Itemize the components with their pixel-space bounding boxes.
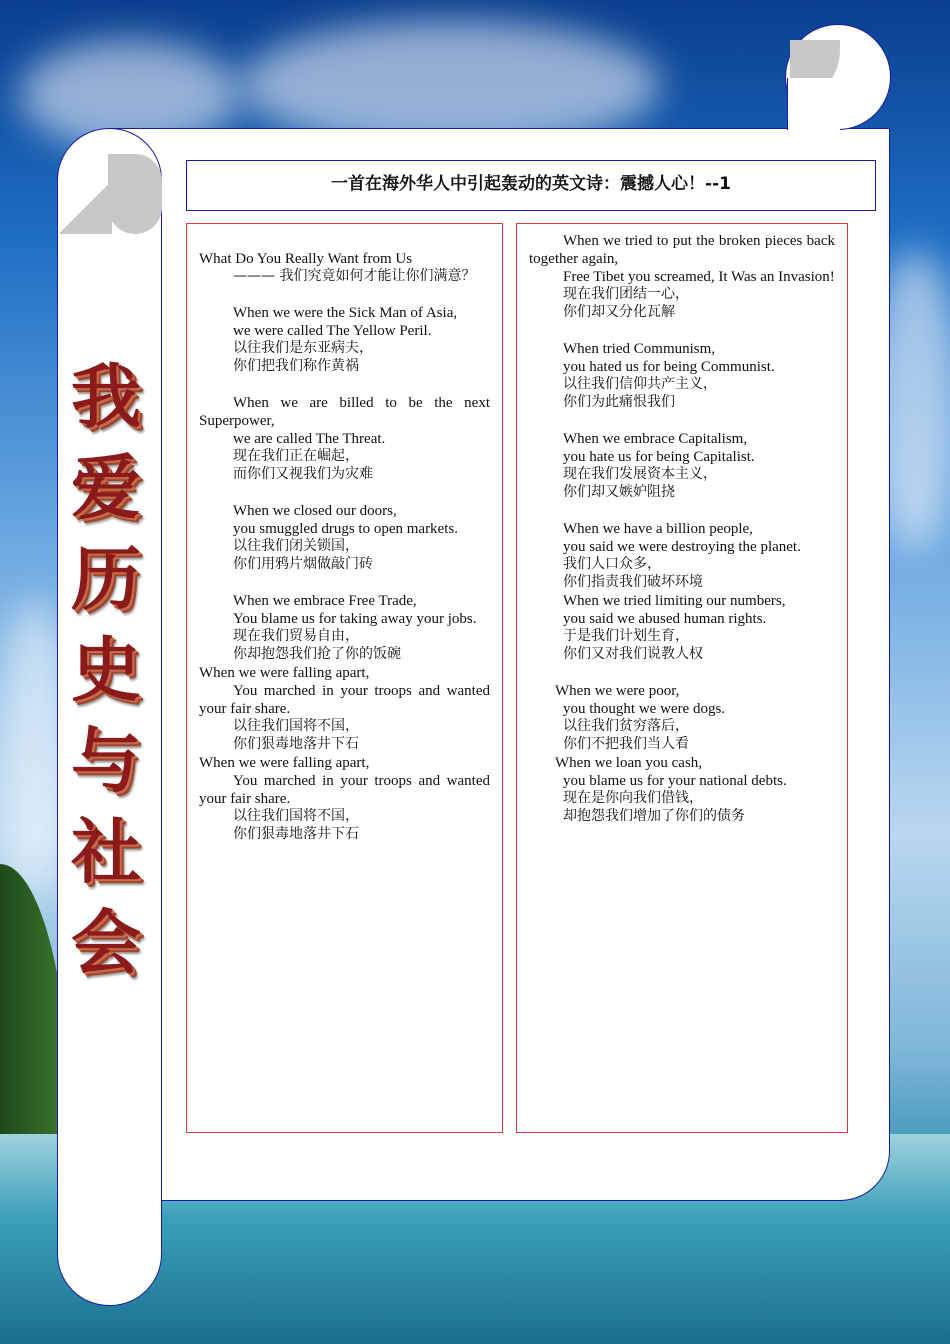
poem-line: When we are billed to be the next Superpower,	[199, 395, 490, 429]
scroll-left-fold	[60, 180, 112, 234]
poem-line: Free Tibet you screamed, It Was an Invasion!	[563, 269, 835, 285]
poem-line: 你们用鸦片烟做敲门砖	[233, 556, 373, 572]
poem-line: you hate us for being Capitalist.	[563, 449, 755, 465]
stanza-gap	[199, 574, 490, 592]
side-title-char: 与	[71, 720, 141, 802]
poem-line: you thought we were dogs.	[563, 701, 726, 717]
poem-line: you smuggled drugs to open markets.	[233, 521, 458, 537]
stanza-gap	[529, 322, 835, 340]
poem-line: 你们狠毒地落井下石	[233, 826, 359, 842]
poem-line: 现在我们贸易自由，	[233, 628, 359, 644]
poem-line: you said we were destroying the planet.	[563, 539, 801, 555]
poem-line: we are called The Threat.	[233, 431, 386, 447]
poem-line: When we have a billion people,	[563, 521, 753, 537]
poem-line: 现在我们发展资本主义，	[563, 466, 717, 482]
poem-line: 而你们又视我们为灾难	[233, 466, 373, 482]
stanza-gap	[529, 502, 835, 520]
side-title-char: 我	[71, 356, 141, 438]
poem-line: You blame us for taking away your jobs.	[233, 611, 477, 627]
poem-line: 你们不把我们当人看	[563, 736, 689, 752]
poem-line: 以往我们信仰共产主义，	[563, 376, 717, 392]
document-title: 一首在海外华人中引起轰动的英文诗：震撼人心！--1	[331, 174, 731, 194]
poem-line: When tried Communism,	[563, 341, 716, 357]
scroll-left-curl	[108, 154, 162, 234]
poem-line: 你们却又嫉妒阻挠	[563, 484, 675, 500]
poem-line: 你们却又分化瓦解	[563, 304, 675, 320]
poem-line: 以往我们国将不国，	[233, 718, 359, 734]
poem-line: we were called The Yellow Peril.	[233, 323, 432, 339]
poem-line: When we tried to put the broken pieces back together again,	[529, 233, 835, 267]
scroll-top-strip	[787, 78, 840, 130]
stanza-gap	[199, 376, 490, 394]
poem-line: you said we abused human rights.	[563, 611, 767, 627]
poem-line: 你们指责我们破坏环境	[563, 574, 703, 590]
poem-line: You marched in your troops and wanted your fair share.	[199, 773, 490, 807]
poem-column-left	[186, 223, 503, 1133]
poem-line: When we closed our doors,	[233, 503, 397, 519]
poem-line: 于是我们计划生育，	[563, 628, 689, 644]
stanza-gap	[529, 664, 835, 682]
poem-line: When we embrace Free Trade,	[233, 593, 417, 609]
poem-line: you blame us for your national debts.	[563, 773, 787, 789]
stanza-gap	[529, 412, 835, 430]
poem-line: 以往我们是东亚病夫，	[233, 340, 373, 356]
poem-line: When we were the Sick Man of Asia,	[233, 305, 458, 321]
side-title-char: 会	[71, 902, 141, 984]
poem-line: 我们人口众多，	[563, 556, 661, 572]
poem-line: 却抱怨我们增加了你们的债务	[563, 808, 745, 824]
poem-line: 你们狠毒地落井下石	[233, 736, 359, 752]
poem-line: When we tried limiting our numbers,	[563, 593, 786, 609]
side-title-char: 史	[71, 629, 141, 711]
poem-line: 你却抱怨我们抢了你的饭碗	[233, 646, 401, 662]
side-title-char: 历	[71, 538, 141, 620]
poem-line: When we loan you cash,	[555, 755, 703, 771]
side-title-char: 爱	[71, 447, 141, 529]
poem-line: You marched in your troops and wanted your fair share.	[199, 683, 490, 717]
poem-line: 你们把我们称作黄祸	[233, 358, 359, 374]
poem-line: you hated us for being Communist.	[563, 359, 775, 375]
poem-line: 以往我们贫穷落后，	[563, 718, 689, 734]
poem-line: When we embrace Capitalism,	[563, 431, 748, 447]
poem-line: When we were falling apart,	[199, 665, 370, 681]
stanza-gap	[199, 484, 490, 502]
poem-line: 现在我们正在崛起，	[233, 448, 359, 464]
poem-line: When we were falling apart,	[199, 755, 370, 771]
poem-column-right	[516, 223, 848, 1133]
poem-line: 现在是你向我们借钱，	[563, 790, 703, 806]
poem-line: When we were poor,	[555, 683, 680, 699]
poem-line: 你们为此痛恨我们	[563, 394, 675, 410]
poem-line: 以往我们闭关锁国，	[233, 538, 359, 554]
document-title-box	[186, 160, 876, 211]
poem-line: 你们又对我们说教人权	[563, 646, 703, 662]
poem-line: What Do You Really Want from Us	[199, 251, 413, 267]
side-title-char: 社	[71, 811, 141, 893]
poem-line: 现在我们团结一心，	[563, 286, 689, 302]
poem-line: 以往我们国将不国，	[233, 808, 359, 824]
poem-line: ——— 我们究竟如何才能让你们满意？	[233, 268, 476, 284]
side-title	[62, 352, 150, 989]
stanza-gap	[199, 286, 490, 304]
